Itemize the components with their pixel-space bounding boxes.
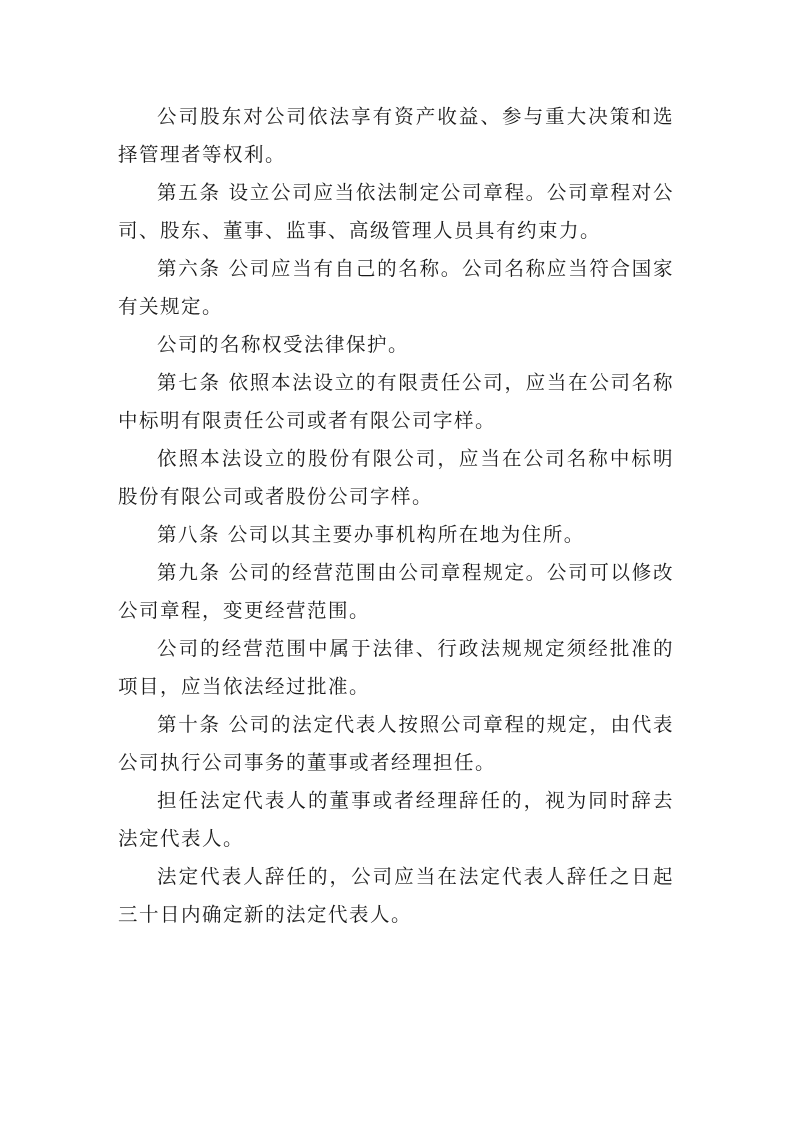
document-body <box>118 98 674 934</box>
paragraph-9: 公司的经营范围中属于法律、行政法规规定须经批准的项目，应当依法经过批准。 <box>118 637 674 698</box>
paragraph-12: 法定代表人辞任的，公司应当在法定代表人辞任之日起三十日内确定新的法定代表人。 <box>118 865 674 926</box>
paragraph-article-8: 第八条 公司以其主要办事机构所在地为住所。 <box>157 523 585 546</box>
paragraph-article-6: 第六条 公司应当有自己的名称。公司名称应当符合国家有关规定。 <box>118 257 674 318</box>
paragraph-article-7: 第七条 依照本法设立的有限责任公司，应当在公司名称中标明有限责任公司或者有限公司字样。 <box>118 371 674 432</box>
paragraph-11: 担任法定代表人的董事或者经理辞任的，视为同时辞去法定代表人。 <box>118 789 674 850</box>
paragraph-article-5: 第五条 设立公司应当依法制定公司章程。公司章程对公司、股东、董事、监事、高级管理人员具有约束力。 <box>118 181 674 242</box>
paragraph-1: 公司股东对公司依法享有资产收益、参与重大决策和选择管理者等权利。 <box>118 105 674 166</box>
paragraph-article-10: 第十条 公司的法定代表人按照公司章程的规定，由代表公司执行公司事务的董事或者经理担任。 <box>118 713 674 774</box>
paragraph-article-9: 第九条 公司的经营范围由公司章程规定。公司可以修改公司章程，变更经营范围。 <box>118 561 674 622</box>
paragraph-6: 依照本法设立的股份有限公司，应当在公司名称中标明股份有限公司或者股份公司字样。 <box>118 447 674 508</box>
paragraph-4: 公司的名称权受法律保护。 <box>157 333 410 356</box>
